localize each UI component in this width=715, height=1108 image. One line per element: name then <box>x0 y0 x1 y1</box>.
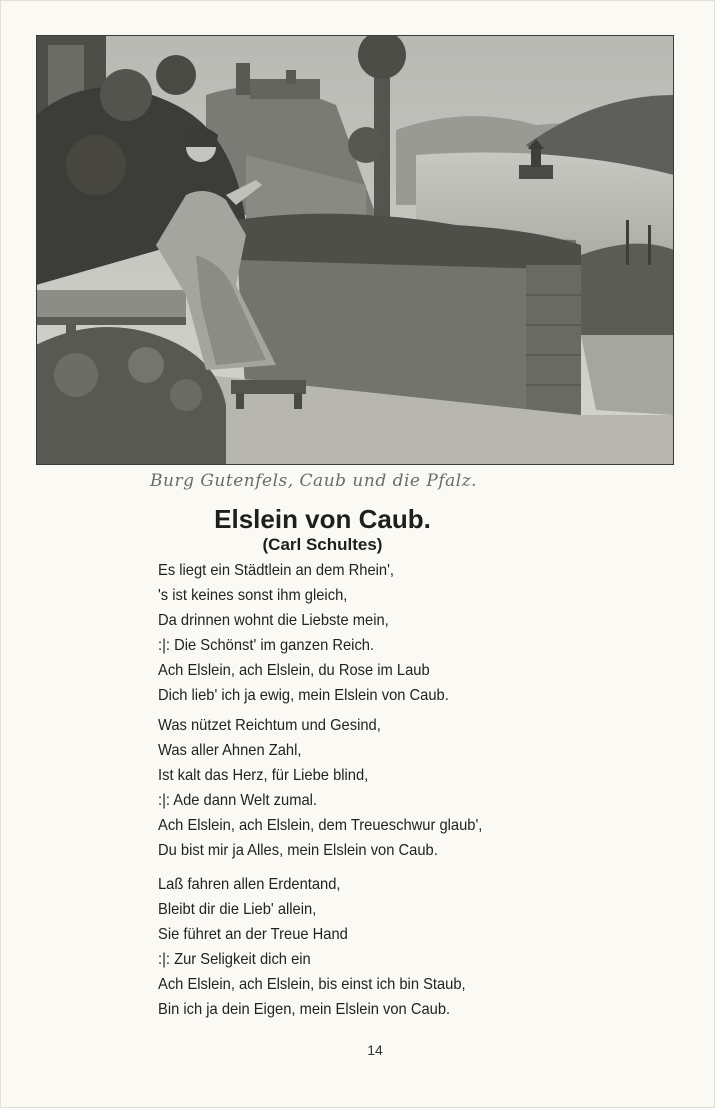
stanza-3 <box>158 872 578 1022</box>
verse-line: Sie führet an der Treue Hand <box>158 926 348 943</box>
stanza-2 <box>158 713 578 863</box>
verse-line: Da drinnen wohnt die Liebste mein, <box>158 612 389 629</box>
illustration-caption: Burg Gutenfels, Caub und die Pfalz. <box>150 471 478 491</box>
refrain-line: Bin ich ja dein Eigen, mein Elslein von Caub. <box>158 1001 451 1018</box>
verse-line: Es liegt ein Städtlein an dem Rhein', <box>158 562 395 579</box>
illustration-drawing <box>36 35 674 465</box>
verse-line: :|: Zur Seligkeit dich ein <box>158 951 311 968</box>
verse-line: Was aller Ahnen Zahl, <box>158 742 302 759</box>
refrain-line: Dich lieb' ich ja ewig, mein Elslein von Caub. <box>158 687 449 704</box>
verse-line: :|: Die Schönst' im ganzen Reich. <box>158 637 375 654</box>
verse-line: Bleibt dir die Lieb' allein, <box>158 901 317 918</box>
refrain-line: Ach Elslein, ach Elslein, du Rose im Laub <box>158 662 430 679</box>
song-title: Elslein von Caub. <box>214 504 431 534</box>
illustration-burg-gutenfels <box>36 35 674 465</box>
verse-line: Was nützet Reichtum und Gesind, <box>158 717 381 734</box>
song-author: (Carl Schultes) <box>262 535 383 554</box>
refrain-line: Du bist mir ja Alles, mein Elslein von Caub. <box>158 842 438 859</box>
refrain-line: Ach Elslein, ach Elslein, bis einst ich bin Staub, <box>158 976 466 993</box>
verse-line: Laß fahren allen Erdentand, <box>158 876 341 893</box>
page-number: 14 <box>367 1042 383 1058</box>
verse-line: 's ist keines sonst ihm gleich, <box>158 587 348 604</box>
refrain-line: Ach Elslein, ach Elslein, dem Treueschwur glaub', <box>158 817 483 834</box>
verse-line: :|: Ade dann Welt zumal. <box>158 792 318 809</box>
verse-line: Ist kalt das Herz, für Liebe blind, <box>158 767 369 784</box>
stanza-1 <box>158 558 578 708</box>
